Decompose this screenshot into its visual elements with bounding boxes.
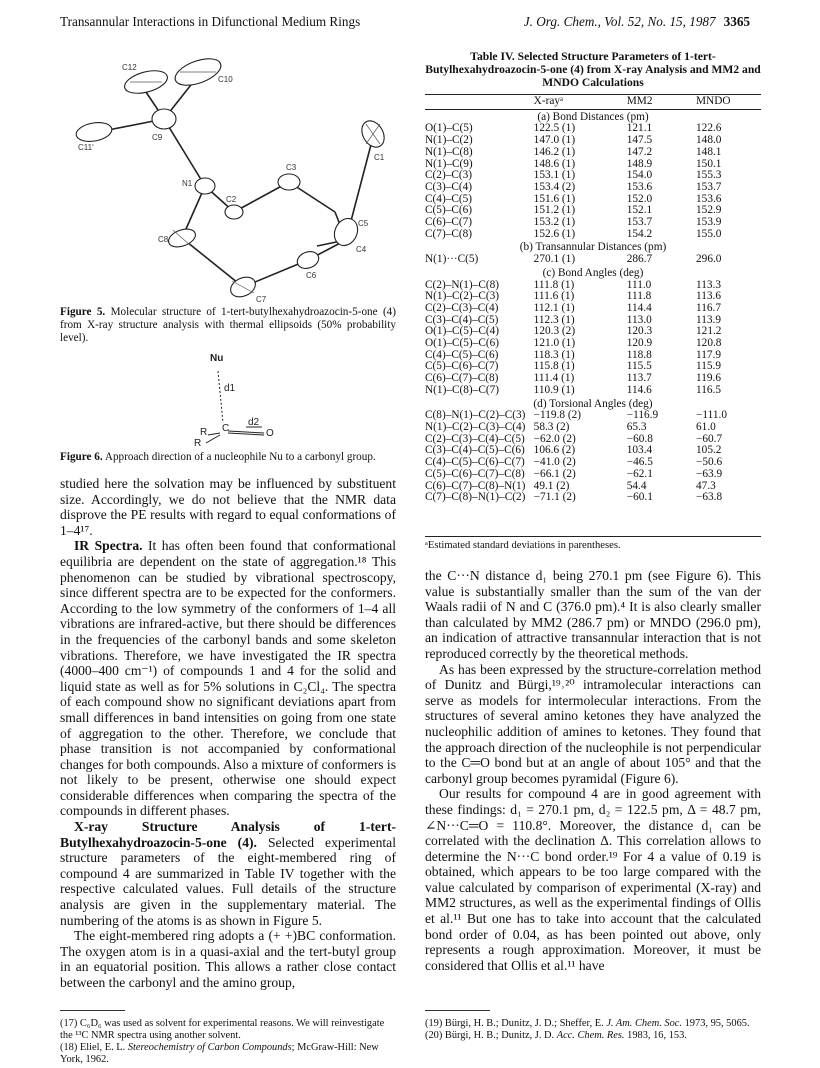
- cell-mndo: 113.6: [696, 290, 722, 303]
- cell-mndo: 47.3: [696, 479, 716, 492]
- cell-mndo: 153.9: [696, 216, 722, 229]
- table-row: [425, 182, 761, 194]
- cell-parameter: C(6)–C(7)–C(8): [425, 372, 499, 385]
- cell-mm2: 114.6: [626, 383, 652, 396]
- r-label-2: R: [194, 438, 202, 449]
- cell-xray: 122.5 (1): [533, 122, 576, 135]
- col-header-xray: X-rayᵃ: [534, 95, 627, 110]
- footnotes-right: [425, 1018, 761, 1042]
- cell-parameter: C(5)–C(6): [425, 204, 473, 217]
- cell-parameter: C(3)–C(4)–C(5)–C(6): [425, 444, 525, 457]
- cell-parameter: C(5)–C(6)–C(7)–C(8): [425, 467, 525, 480]
- cell-parameter: N(1)–C(2)–C(3): [425, 290, 500, 303]
- cell-xray: 153.4 (2): [533, 180, 576, 193]
- footnote-rule-right: [425, 1010, 490, 1011]
- figure-5-label: Figure 5.: [60, 306, 106, 318]
- cell-parameter: N(1)–C(8)–C(7): [425, 383, 500, 396]
- section-c-heading: (c) Bond Angles (deg): [542, 266, 644, 279]
- table-4-structure-parameters: [425, 94, 761, 504]
- cell-mndo: 115.9: [696, 360, 722, 373]
- cell-xray: −71.1 (2): [533, 491, 576, 504]
- paragraph-xray-text: Selected experimental structure parameters of the eight-membered ring of compound 4 are summarized in Table IV together with the respective calculated values. Full details of the structure analysis are given in the supplementary material. The numbering of the atoms is as shown in Figure 5.: [60, 834, 396, 928]
- cell-xray: −41.0 (2): [533, 456, 576, 469]
- cell-parameter: C(7)–C(8): [425, 227, 473, 240]
- atom-label-c1: C1: [374, 153, 385, 162]
- footnote-19-volume: 1973, 95, 5065.: [682, 1018, 750, 1029]
- footnote-18-authors: (18) Eliel, E. L.: [60, 1042, 128, 1053]
- section-d-heading: (d) Torsional Angles (deg): [533, 397, 653, 410]
- section-c-bond-angles: [425, 266, 761, 397]
- paragraph-ring-conformation: The eight-membered ring adopts a (+ +)BC conformation. The oxygen atom is in a quasi-axial and the tert-butyl group in an equatorial position. This allows a rather close contact between the carbonyl and the amino group,: [60, 928, 396, 990]
- cell-xray: 148.6 (1): [533, 157, 576, 170]
- cell-mndo: −60.7: [696, 432, 723, 445]
- cell-mm2: 111.0: [626, 278, 652, 291]
- cell-mndo: 150.1: [696, 157, 722, 170]
- cell-parameter: N(1)···C(5): [425, 253, 479, 266]
- cell-parameter: C(7)–C(8)–N(1)–C(2): [425, 491, 526, 504]
- figure-6-nucleophile-approach: [60, 349, 396, 449]
- cell-parameter: N(1)–C(9): [425, 157, 473, 170]
- table-footnote: ᵃEstimated standard deviations in parentheses.: [425, 540, 621, 551]
- atom-label-c10: C10: [218, 75, 233, 84]
- paragraph-ir-spectra: [60, 538, 396, 819]
- cell-parameter: O(1)–C(5)–C(4): [425, 325, 500, 338]
- paragraph-results-compound-4: Our results for compound 4 are in good agreement with these findings: d₁ = 270.1 pm, d₂ = 122.5 pm, Δ = 48.7 pm, ∠N···C═O = 110.8°. Moreover, the distance d₁ can be correlated with the declination Δ. This correlation allows to determine the N···C bond order.¹⁹ For 4 a value of 0.19 is obtained, which appears to be too large compared with the value calculated by comparison of experimental (X-ray) and MM2 structures, as well as the experimental findings of Ollis et al.¹¹ But one has to take into account that the calculated bond order of 0.04, as has been pointed out above, only represents a rough approximation. Moreover, it must be considered that Ollis et al.¹¹ have: [425, 786, 761, 973]
- cell-xray: 147.0 (1): [533, 134, 576, 147]
- footnote-19-journal: J. Am. Chem. Soc.: [606, 1018, 683, 1029]
- cell-xray: 151.2 (1): [533, 204, 576, 217]
- journal-citation: J. Org. Chem., Vol. 52, No. 15, 1987: [523, 14, 716, 29]
- footnote-20-volume: 1983, 16, 153.: [624, 1030, 687, 1041]
- section-b-heading: (b) Transannular Distances (pm): [519, 241, 667, 254]
- cell-xray: 151.6 (1): [533, 192, 576, 205]
- running-header-title: Transannular Interactions in Difunctional Medium Rings: [60, 14, 361, 29]
- cell-mndo: 148.1: [696, 145, 722, 158]
- cell-xray: 49.1 (2): [533, 479, 570, 492]
- footnote-18-title: Stereochemistry of Carbon Compounds: [127, 1042, 292, 1053]
- cell-mndo: −50.6: [696, 456, 723, 469]
- footnotes-left: [60, 1018, 396, 1066]
- cell-xray: 111.8 (1): [533, 278, 575, 291]
- cell-parameter: C(4)–C(5)–C(6)–C(7): [425, 456, 525, 469]
- cell-xray: 58.3 (2): [533, 420, 570, 433]
- carbon-label: C: [222, 423, 230, 434]
- cell-xray: 111.4 (1): [533, 372, 575, 385]
- cell-mm2: 147.2: [626, 145, 653, 158]
- table-row: [425, 147, 761, 159]
- cell-mndo: 296.0: [696, 253, 722, 266]
- footnote-20-journal: Acc. Chem. Res.: [556, 1030, 625, 1041]
- section-d-torsional-angles: [425, 397, 761, 504]
- cell-parameter: C(8)–N(1)–C(2)–C(3): [425, 409, 526, 422]
- cell-mm2: 114.4: [626, 301, 652, 314]
- cell-mndo: 152.9: [696, 204, 722, 217]
- atom-label-c5: C5: [358, 219, 369, 228]
- atom-label-c11: C11': [78, 143, 94, 152]
- cell-mm2: −46.5: [626, 456, 653, 469]
- paragraph-xray-analysis: [60, 819, 396, 928]
- cell-xray: 112.1 (1): [533, 301, 575, 314]
- section-heading-ir-spectra: IR Spectra.: [74, 538, 143, 554]
- atom-label-c9: C9: [152, 133, 163, 142]
- table-row: [425, 229, 761, 241]
- cell-parameter: O(1)–C(5): [425, 122, 473, 135]
- table-row: [425, 254, 761, 266]
- oxygen-label: O: [266, 428, 274, 439]
- footnote-20-authors: (20) Bürgi, H. B.; Dunitz, J. D.: [425, 1030, 557, 1041]
- figure-6-caption: [60, 451, 396, 464]
- cell-mm2: 115.5: [626, 360, 652, 373]
- cell-mm2: −60.1: [626, 491, 653, 504]
- table-row: [425, 303, 761, 315]
- figure-6-label: Figure 6.: [60, 451, 103, 463]
- section-b-transannular-distances: [425, 240, 761, 265]
- cell-mm2: 120.9: [626, 337, 653, 350]
- footnote-rule-left: [60, 1010, 125, 1011]
- cell-mm2: 54.4: [626, 479, 647, 492]
- cell-mndo: 155.3: [696, 169, 722, 182]
- cell-mm2: −60.8: [626, 432, 653, 445]
- cell-mndo: −63.8: [696, 491, 723, 504]
- cell-xray: 121.0 (1): [533, 337, 576, 350]
- cell-parameter: C(2)–C(3)–C(4)–C(5): [425, 432, 525, 445]
- cell-mm2: 153.7: [626, 216, 653, 229]
- footnote-20: [425, 1030, 761, 1042]
- cell-mndo: 120.8: [696, 337, 722, 350]
- cell-xray: 115.8 (1): [533, 360, 575, 373]
- cell-xray: 146.2 (1): [533, 145, 576, 158]
- cell-mm2: 286.7: [626, 253, 653, 266]
- cell-parameter: C(6)–C(7): [425, 216, 473, 229]
- atom-label-c2: C2: [226, 195, 237, 204]
- atom-label-c7: C7: [256, 295, 267, 304]
- cell-mm2: 152.0: [626, 192, 653, 205]
- figure-6-caption-text: Approach direction of a nucleophile Nu to a carbonyl group.: [102, 451, 376, 463]
- cell-mndo: 61.0: [696, 420, 716, 433]
- table-row: [425, 217, 761, 229]
- section-heading-xray: X-ray Structure Analysis of 1-tert-Butylhexahydroazocin-5-one (4).: [60, 819, 396, 850]
- paragraph-ir-spectra-text: It has often been found that conformational equilibria are dependent on the state of aggregation.¹⁸ This phenomenon can be studied by vibrational spectroscopy, since different spectra are to be expected for the conformers. According to the low symmetry of the conformers of 1–4 all vibrations are infrared-active, but there should be differences in the frequencies of the carbonyl bands and some skeleton vibrations. Therefore, we have investigated the IR spectra (4000–400 cm⁻¹) of compounds 1 and 4 for the solid and liquid state as well as for 5% solutions in C₂Cl₄. The spectra of each compound show no significant deviations apart from small differences in band intensities on going from one state of aggregation to the other. Therefore, we conclude that phase transition is not accompanied by conformational changes for both compounds. Also a mixture of conformers is not likely to be present, otherwise one should expect considerable differences when comparing the spectra of the compounds in different phases.: [60, 538, 397, 819]
- cell-mndo: 122.6: [696, 122, 722, 135]
- cell-xray: −62.0 (2): [533, 432, 576, 445]
- cell-parameter: C(6)–C(7)–C(8)–N(1): [425, 479, 526, 492]
- cell-xray: 118.3 (1): [533, 348, 575, 361]
- footnote-19: [425, 1018, 761, 1030]
- running-header-journal: [524, 14, 750, 30]
- cell-mm2: 148.9: [626, 157, 653, 170]
- cell-xray: 152.6 (1): [533, 227, 576, 240]
- figure-5-molecular-structure: [60, 54, 396, 304]
- cell-parameter: O(1)–C(5)–C(6): [425, 337, 500, 350]
- cell-xray: 120.3 (2): [533, 325, 576, 338]
- table-bottom-rule: [425, 536, 761, 537]
- footnote-19-authors: (19) Bürgi, H. B.; Dunitz, J. D.; Sheffer, E.: [425, 1018, 607, 1029]
- page-number: 3365: [723, 14, 750, 29]
- paragraph-solvation: studied here the solvation may be influenced by substituent size. Accordingly, we do not believe that the NMR data disprove the PE results with regard to equal conformations of 1–4¹⁷.: [60, 476, 396, 538]
- cell-mm2: 152.1: [626, 204, 653, 217]
- cell-mndo: 116.5: [696, 383, 722, 396]
- cell-xray: 153.1 (1): [533, 169, 576, 182]
- cell-parameter: C(2)–N(1)–C(8): [425, 278, 500, 291]
- section-a-heading: (a) Bond Distances (pm): [537, 110, 649, 123]
- cell-mm2: 103.4: [626, 444, 653, 457]
- footnote-18: [60, 1042, 396, 1066]
- col-header-mndo: MNDO: [696, 95, 761, 110]
- cell-mndo: 148.0: [696, 134, 722, 147]
- cell-mm2: −116.9: [626, 409, 659, 422]
- cell-mm2: 154.2: [626, 227, 653, 240]
- cell-xray: −66.1 (2): [533, 467, 576, 480]
- right-column: [425, 568, 761, 973]
- cell-parameter: N(1)–C(2): [425, 134, 473, 147]
- footnote-18-publisher: ; McGraw-Hill: New York, 1962.: [60, 1042, 379, 1065]
- table-4-title: Table IV. Selected Structure Parameters of 1-tert-Butylhexahydroazocin-5-one (4) from X-ray Analysis and MM2 and MNDO Calculations: [425, 50, 761, 89]
- cell-mm2: 154.0: [626, 169, 653, 182]
- cell-xray: 106.6 (2): [533, 444, 576, 457]
- cell-mm2: 111.8: [626, 290, 652, 303]
- cell-xray: 111.6 (1): [533, 290, 575, 303]
- cell-mndo: 121.2: [696, 325, 722, 338]
- paragraph-cn-distance: the C···N distance d₁ being 270.1 pm (see Figure 6). This value is substantially smaller than the sum of the van der Waals radii of N and C (376.0 pm).⁴ It is also clearly smaller than calculated by MM2 (286.7 pm) or MNDO (296.0 pm), an indication of attractive transannular interaction that is not reproduced correctly by the theoretical methods.: [425, 568, 761, 661]
- cell-mndo: 105.2: [696, 444, 722, 457]
- cell-xray: 112.3 (1): [533, 313, 575, 326]
- table-row: [425, 469, 761, 481]
- atom-label-c8: C8: [158, 235, 169, 244]
- col-header-mm2: MM2: [627, 95, 696, 110]
- cell-xray: 153.2 (1): [533, 216, 576, 229]
- cell-mndo: 113.9: [696, 313, 722, 326]
- cell-parameter: N(1)–C(8): [425, 145, 473, 158]
- cell-mm2: 120.3: [626, 325, 653, 338]
- table-row: [425, 492, 761, 504]
- cell-mm2: 153.6: [626, 180, 653, 193]
- figure-5-caption-text: Molecular structure of 1-tert-butylhexahydroazocin-5-one (4) from X-ray structure analysis with thermal ellipsoids (50% probability level).: [60, 306, 396, 344]
- cell-mm2: 121.1: [626, 122, 653, 135]
- d1-label: d1: [224, 383, 236, 394]
- cell-parameter: C(3)–C(4): [425, 180, 473, 193]
- cell-xray: 270.1 (1): [533, 253, 576, 266]
- nucleophile-label: Nu: [210, 353, 224, 364]
- cell-mndo: 117.9: [696, 348, 722, 361]
- cell-mndo: −63.9: [696, 467, 723, 480]
- atom-label-n1: N1: [182, 179, 193, 188]
- atom-label-c4: C4: [356, 245, 367, 254]
- table-row: [425, 385, 761, 397]
- cell-parameter: C(5)–C(6)–C(7): [425, 360, 499, 373]
- cell-mndo: 113.3: [696, 278, 722, 291]
- table-header-row: [425, 95, 761, 110]
- table-row: [425, 422, 761, 434]
- cell-mndo: −111.0: [696, 409, 727, 422]
- cell-mndo: 155.0: [696, 227, 722, 240]
- atom-label-c3: C3: [286, 163, 297, 172]
- atom-label-c6: C6: [306, 271, 317, 280]
- cell-mndo: 153.6: [696, 192, 722, 205]
- cell-mndo: 119.6: [696, 372, 722, 385]
- cell-parameter: C(2)–C(3): [425, 169, 473, 182]
- cell-parameter: N(1)–C(2)–C(3)–C(4): [425, 420, 526, 433]
- cell-xray: −119.8 (2): [533, 409, 582, 422]
- cell-mndo: 116.7: [696, 301, 722, 314]
- d2-label: d2: [248, 417, 260, 428]
- cell-mm2: 118.8: [626, 348, 652, 361]
- r-label-1: R: [200, 427, 208, 438]
- cell-parameter: C(3)–C(4)–C(5): [425, 313, 499, 326]
- cell-mm2: 113.7: [626, 372, 652, 385]
- section-a-bond-distances: [425, 109, 761, 240]
- left-column: [60, 54, 396, 991]
- cell-mm2: 147.5: [626, 134, 653, 147]
- cell-mndo: 153.7: [696, 180, 722, 193]
- cell-xray: 110.9 (1): [533, 383, 575, 396]
- paragraph-structure-correlation: As has been expressed by the structure-correlation method of Dunitz and Bürgi,¹⁹˒²⁰ intramolecular interactions can serve as models for intermolecular interactions. From the structures of several amino ketones they have analyzed the nucleophilic addition of amines to ketones. They found that the approach direction of the nucleophile is not perpendicular to the C═O bond but at an angle of about 105° and that the carbonyl group becomes pyramidal (Figure 6).: [425, 661, 761, 786]
- figure-5-caption: [60, 306, 396, 345]
- cell-mm2: 65.3: [626, 420, 647, 433]
- footnote-17: (17) C₆D₆ was used as solvent for experimental reasons. We will reinvestigate the ¹³C NMR spectra using another solvent.: [60, 1018, 385, 1041]
- atom-label-c12: C12: [122, 63, 137, 72]
- cell-mm2: −62.1: [626, 467, 653, 480]
- cell-parameter: C(4)–C(5): [425, 192, 473, 205]
- table-row: [425, 338, 761, 350]
- cell-parameter: C(4)–C(5)–C(6): [425, 348, 499, 361]
- cell-parameter: C(2)–C(3)–C(4): [425, 301, 499, 314]
- cell-mm2: 113.0: [626, 313, 652, 326]
